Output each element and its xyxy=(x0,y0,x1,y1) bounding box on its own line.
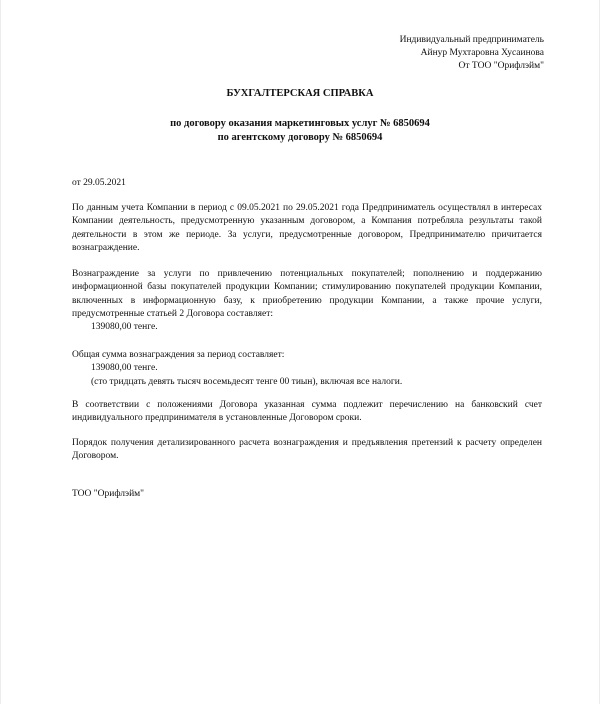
paragraph-claims: Порядок получения детализированного расчета вознаграждения и предъявления претензий к расчету определен Договором. xyxy=(72,438,542,462)
document-date: от 29.05.2021 xyxy=(72,178,126,188)
document-subtitle xyxy=(0,117,600,145)
subtitle-line-1: по договору оказания маркетинговых услуг № 6850694 xyxy=(170,118,430,129)
signature-company: ТОО "Орифлэйм" xyxy=(72,489,145,499)
subtitle-line-2: по агентскому договору № 6850694 xyxy=(217,132,383,143)
recipient-line-1: Индивидуальный предприниматель xyxy=(399,35,544,45)
paragraph-total xyxy=(72,349,542,389)
paragraph-services-text: Вознаграждение за услуги по привлечению потенциальных покупателей; пополнению и поддержанию информационной базы покупателей продукции Компании; стимулированию покупателей продукции Компании, включенных в информационную базу, к приобретению продукции Компании, а также прочие услуги, предусмотренные статьей 2 Договора составляет: xyxy=(72,269,542,319)
recipient-block xyxy=(400,34,544,73)
total-amount-words: (сто тридцать девять тысяч восемьдесят тенге 00 тиын), включая все налоги. xyxy=(91,376,403,387)
paragraph-total-text: Общая сумма вознаграждения за период составляет: xyxy=(72,350,285,360)
document-title: БУХГАЛТЕРСКАЯ СПРАВКА xyxy=(226,88,374,99)
paragraph-services xyxy=(72,268,542,334)
total-amount: 139080,00 тенге. xyxy=(91,363,158,374)
recipient-line-3: От ТОО "Орифлэйм" xyxy=(458,61,544,71)
recipient-line-2: Айнур Мухтаровна Хусаинова xyxy=(420,48,544,58)
paragraph-payment: В соответствии с положениями Договора указанная сумма подлежит перечислению на банковский счет индивидуального предпринимателя в установленные Договором сроки. xyxy=(72,400,542,424)
paragraph-period: По данным учета Компании в период с 09.05.2021 по 29.05.2021 года Предприниматель осуществлял в интересах Компании деятельность, предусмотренную указанным договором, а Компания потребляла результаты такой деятельности в этом же периоде. За услуги, предусмотренные договором, Предпринимателю причитается вознаграждение. xyxy=(72,203,542,253)
services-amount: 139080,00 тенге. xyxy=(91,322,158,333)
